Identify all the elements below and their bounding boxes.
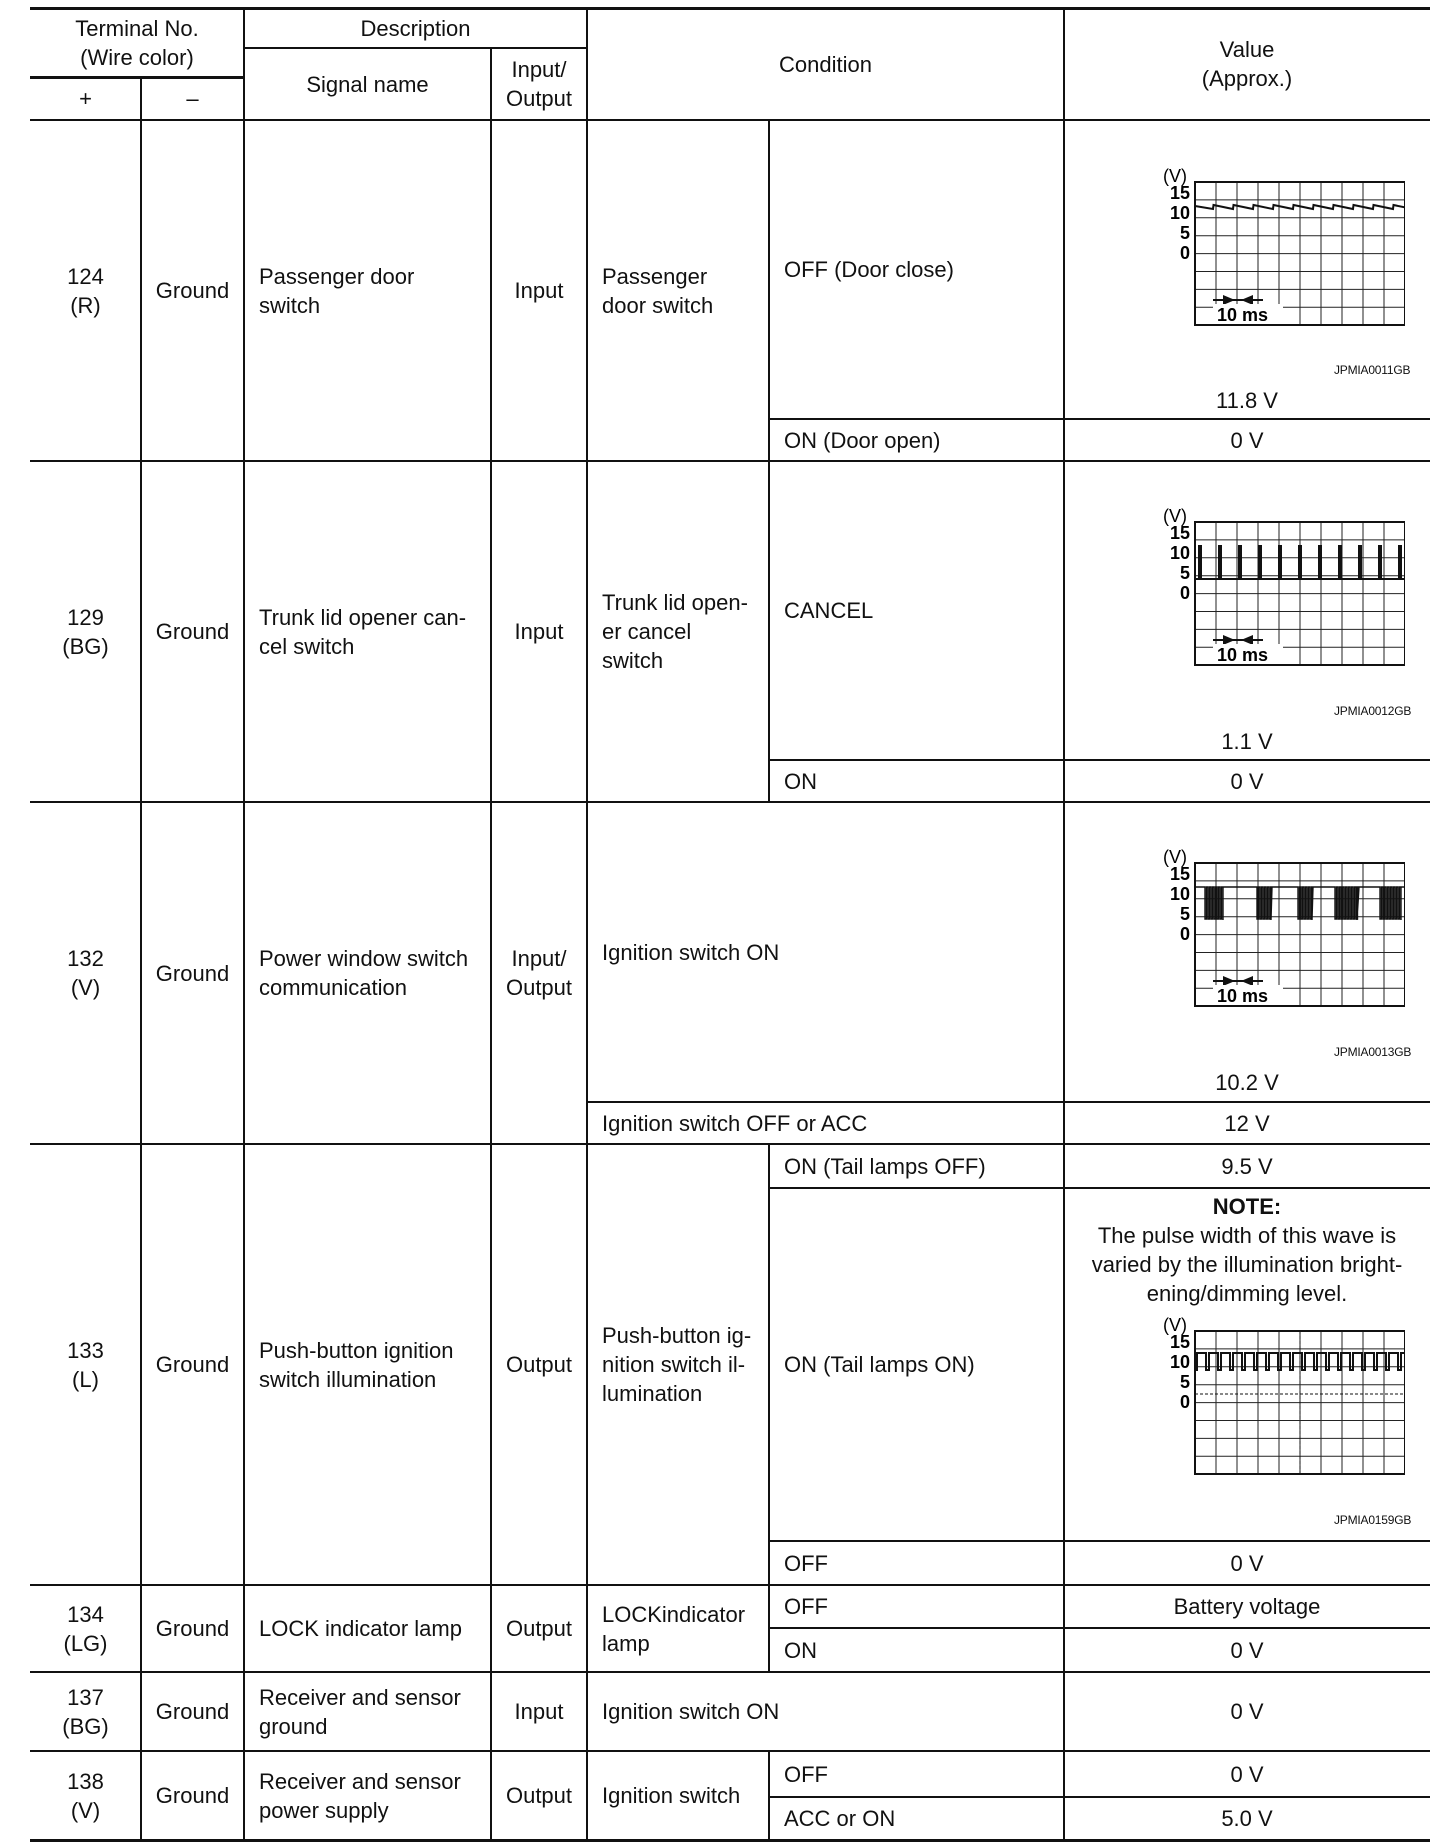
value-cell-text: 10.2 V	[1215, 1070, 1279, 1095]
time-marker-arrow	[1241, 976, 1253, 986]
value-cell	[1064, 1797, 1430, 1840]
time-marker-arrow	[1223, 295, 1235, 305]
value-cell	[1064, 1628, 1430, 1672]
terminal-number-text: (V)	[70, 1797, 101, 1823]
scope-tick-label: 10	[1169, 203, 1190, 223]
signal-name-text: Trunk lid opener can-	[259, 604, 467, 630]
condition-main	[587, 1672, 1064, 1751]
condition-sub-text: CANCEL	[784, 598, 874, 623]
scope-unit-label: (V)	[1163, 1315, 1187, 1335]
value-cell-text: 11.8 V	[1216, 387, 1278, 413]
oscilloscope-waveform	[1135, 1315, 1405, 1475]
terminal-number	[30, 461, 141, 802]
ground-terminal	[141, 1751, 244, 1840]
terminal-number-text: (BG)	[62, 633, 109, 659]
value-header-text: (Approx.)	[1201, 66, 1293, 91]
time-marker-arrow	[1241, 635, 1253, 645]
terminal-number-text: 138	[67, 1768, 104, 1794]
signal-name-text: Receiver and sensor	[259, 1768, 461, 1794]
condition-sub	[587, 802, 1064, 1102]
condition-sub	[769, 1188, 1064, 1541]
terminal-header-text: (Wire color)	[80, 44, 194, 70]
scope-tick-label: 0	[1179, 583, 1190, 603]
terminal-number-text: (R)	[70, 292, 101, 318]
scope-tick-label: 10	[1169, 884, 1190, 904]
condition-sub-text: ACC or ON	[784, 1806, 896, 1831]
value-cell-text: 0 V	[1230, 1637, 1264, 1663]
ground-terminal	[141, 461, 244, 802]
plus-header	[30, 77, 141, 120]
scope-grid	[1195, 863, 1405, 1006]
io-type	[491, 802, 587, 1144]
value-cell	[1064, 722, 1430, 760]
minus-header	[141, 77, 244, 120]
condition-main-text: door switch	[602, 292, 714, 318]
value-cell-text: 5.0 V	[1221, 1806, 1273, 1831]
terminal-number-text: (L)	[72, 1366, 99, 1392]
condition-sub-text: OFF	[784, 1594, 828, 1619]
note-block	[1064, 1190, 1430, 1318]
io-type	[491, 1144, 587, 1585]
terminal-number-text: 132	[67, 946, 104, 971]
scope-unit-label: (V)	[1163, 506, 1187, 526]
condition-main-text: switch	[602, 648, 664, 673]
condition-main-text: Passenger	[602, 263, 708, 289]
condition-sub	[769, 1585, 1064, 1628]
value-cell	[1064, 1672, 1430, 1751]
value-cell-text: 0 V	[1230, 768, 1264, 794]
condition-main-text: LOCKindicator	[602, 1601, 746, 1627]
signal-name-text: Power window switch	[259, 946, 469, 971]
terminal-number	[30, 1585, 141, 1672]
signal-name	[244, 120, 491, 461]
value-cell-text: 1.1 V	[1221, 728, 1273, 754]
condition-sub	[769, 1541, 1064, 1585]
note-block-text: NOTE:	[1212, 1194, 1282, 1219]
terminal-number	[30, 120, 141, 461]
scope-signal-trace	[1195, 887, 1405, 920]
condition-main-text: lumination	[602, 1381, 703, 1406]
condition-header	[587, 8, 1064, 120]
io-header-text: Input/	[511, 57, 567, 82]
condition-sub	[769, 461, 1064, 760]
time-marker-arrow	[1223, 976, 1235, 986]
note-block-text: The pulse width of this wave is	[1097, 1223, 1397, 1248]
condition-sub-text: Ignition switch ON	[602, 939, 780, 965]
scope-tick-label: 15	[1169, 183, 1190, 203]
terminal-table	[30, 8, 1430, 1831]
time-scale-label: 10 ms	[1217, 986, 1269, 1006]
io-header-text: Output	[505, 86, 573, 111]
note-block-text: ening/dimming level.	[1146, 1281, 1348, 1306]
io-type-text: Input/	[511, 946, 567, 971]
terminal-number-text: 133	[67, 1337, 104, 1363]
condition-main	[587, 120, 769, 461]
terminal-header	[30, 8, 244, 77]
io-type	[491, 120, 587, 461]
io-type-text: Input	[514, 1699, 564, 1724]
signal-name-text: switch illumination	[259, 1366, 437, 1392]
terminal-number	[30, 1672, 141, 1751]
signal-name-text: LOCK indicator lamp	[259, 1616, 462, 1641]
ground-terminal	[141, 1144, 244, 1585]
condition-main-text: Trunk lid open-	[602, 590, 748, 615]
terminal-number-text: 134	[67, 1601, 104, 1627]
value-cell-text: 0 V	[1230, 427, 1264, 453]
scope-tick-label: 10	[1169, 1352, 1190, 1372]
terminal-number	[30, 1751, 141, 1840]
condition-main-text: lamp	[602, 1630, 650, 1656]
terminal-number-text: (V)	[70, 975, 101, 1000]
condition-main-text: Ignition switch ON	[602, 1699, 780, 1724]
oscilloscope-waveform	[1135, 506, 1405, 666]
time-marker-arrow	[1223, 635, 1235, 645]
value-cell	[1064, 1063, 1430, 1102]
condition-main-text: Push-button ig-	[602, 1323, 752, 1348]
ground-terminal	[141, 120, 244, 461]
value-cell	[1064, 1102, 1430, 1144]
terminal-header-text: Terminal No.	[75, 15, 199, 41]
scope-tick-label: 0	[1179, 243, 1190, 263]
time-marker-arrow	[1241, 295, 1253, 305]
condition-main	[587, 1585, 769, 1672]
io-type	[491, 1751, 587, 1840]
condition-sub-text: ON	[784, 1637, 817, 1663]
value-cell-text: 9.5 V	[1221, 1153, 1273, 1179]
scope-tick-label: 5	[1179, 1372, 1190, 1392]
value-cell	[1064, 381, 1430, 419]
terminal-number-text: 137	[67, 1684, 104, 1710]
condition-sub	[587, 1102, 1064, 1144]
condition-sub	[769, 1144, 1064, 1188]
io-type-text: Output	[505, 1352, 573, 1377]
ground-terminal-text: Ground	[155, 1699, 230, 1724]
condition-sub-text: ON (Tail lamps OFF)	[784, 1153, 986, 1179]
condition-sub	[769, 760, 1064, 802]
scope-tick-label: 5	[1179, 223, 1190, 243]
figure-caption: JPMIA0013GB	[1334, 1045, 1412, 1059]
note-block-text: varied by the illumination bright-	[1091, 1252, 1403, 1277]
signal-name-header-text: Signal name	[306, 71, 429, 97]
terminal-number	[30, 1144, 141, 1585]
time-scale-label: 10 ms	[1217, 645, 1269, 665]
figure-caption: JPMIA0159GB	[1334, 1513, 1412, 1527]
terminal-number	[30, 802, 141, 1144]
value-cell-text: Battery voltage	[1173, 1594, 1321, 1619]
terminal-number-text: 124	[67, 263, 104, 289]
condition-sub	[769, 1628, 1064, 1672]
value-cell	[1064, 1144, 1430, 1188]
io-type-text: Output	[505, 975, 573, 1000]
scope-tick-label: 10	[1169, 543, 1190, 563]
io-type-text: Input	[514, 619, 564, 644]
io-type-text: Input	[514, 278, 564, 303]
value-cell	[1064, 419, 1430, 461]
condition-sub-text: Ignition switch OFF or ACC	[602, 1110, 868, 1136]
io-type	[491, 461, 587, 802]
condition-sub	[769, 120, 1064, 419]
ground-terminal-text: Ground	[155, 619, 230, 644]
time-scale-label: 10 ms	[1217, 305, 1269, 325]
condition-sub-text: ON (Door open)	[784, 427, 941, 453]
signal-name	[244, 1144, 491, 1585]
scope-grid	[1195, 182, 1405, 325]
scope-tick-label: 15	[1169, 523, 1190, 543]
ground-terminal-text: Ground	[155, 278, 230, 303]
condition-sub-text: OFF	[784, 1761, 828, 1787]
value-cell	[1064, 1585, 1430, 1628]
plus-header-text: +	[79, 86, 92, 111]
scope-grid	[1195, 522, 1405, 665]
condition-sub-text: ON	[784, 768, 817, 794]
terminal-number-text: (BG)	[62, 1713, 109, 1739]
scope-signal-trace	[1195, 546, 1405, 579]
scope-tick-label: 0	[1179, 1392, 1190, 1412]
ground-terminal-text: Ground	[155, 960, 230, 986]
signal-name-text: power supply	[259, 1797, 389, 1823]
condition-sub	[769, 419, 1064, 461]
value-cell-text: 0 V	[1230, 1550, 1264, 1576]
condition-sub	[769, 1797, 1064, 1840]
ground-terminal-text: Ground	[155, 1616, 230, 1641]
io-type	[491, 1672, 587, 1751]
value-cell	[1064, 1541, 1430, 1585]
io-type	[491, 1585, 587, 1672]
signal-name	[244, 1585, 491, 1672]
ground-terminal	[141, 802, 244, 1144]
value-cell-text: 0 V	[1230, 1761, 1264, 1787]
signal-name-text: Push-button ignition	[259, 1337, 454, 1363]
oscilloscope-waveform	[1135, 847, 1405, 1007]
value-header-text: Value	[1219, 37, 1275, 62]
condition-main-text: nition switch il-	[602, 1352, 746, 1377]
signal-name-text: Passenger door	[259, 263, 415, 289]
condition-header-text: Condition	[779, 51, 872, 77]
condition-main	[587, 1751, 769, 1840]
figure-caption: JPMIA0012GB	[1334, 704, 1412, 718]
value-header	[1064, 8, 1430, 120]
condition-sub-text: OFF (Door close)	[784, 257, 954, 282]
scope-unit-label: (V)	[1163, 847, 1187, 867]
figure-caption: JPMIA0011GB	[1334, 363, 1411, 377]
oscilloscope-waveform	[1135, 166, 1405, 326]
condition-main	[587, 1144, 769, 1585]
ground-terminal-text: Ground	[155, 1352, 230, 1377]
terminal-number-text: 129	[67, 604, 104, 630]
signal-name	[244, 461, 491, 802]
ground-terminal-text: Ground	[155, 1783, 230, 1808]
value-cell-text: 0 V	[1230, 1699, 1264, 1724]
terminal-number-text: (LG)	[63, 1630, 108, 1656]
minus-header-text: –	[186, 86, 199, 111]
signal-name	[244, 802, 491, 1144]
condition-main	[587, 461, 769, 802]
signal-name-text: cel switch	[259, 633, 355, 659]
scope-tick-label: 15	[1169, 864, 1190, 884]
condition-main-text: Ignition switch	[602, 1783, 741, 1808]
scope-tick-label: 15	[1169, 1332, 1190, 1352]
condition-main-text: er cancel	[602, 619, 692, 644]
io-type-text: Output	[505, 1783, 573, 1808]
signal-name	[244, 1751, 491, 1840]
scope-tick-label: 5	[1179, 904, 1190, 924]
signal-name-text: ground	[259, 1713, 328, 1739]
signal-name-text: Receiver and sensor	[259, 1684, 461, 1710]
condition-sub-text: OFF	[784, 1550, 828, 1576]
scope-unit-label: (V)	[1163, 166, 1187, 186]
signal-name-text: switch	[259, 292, 321, 318]
condition-sub	[769, 1751, 1064, 1797]
signal-name-text: communication	[259, 975, 407, 1000]
ground-terminal	[141, 1672, 244, 1751]
value-cell	[1064, 1751, 1430, 1797]
description-header-text: Description	[360, 15, 471, 41]
value-cell-text: 12 V	[1224, 1110, 1270, 1136]
scope-tick-label: 5	[1179, 563, 1190, 583]
signal-name-header	[244, 48, 491, 120]
io-type-text: Output	[505, 1616, 573, 1641]
ground-terminal	[141, 1585, 244, 1672]
signal-name	[244, 1672, 491, 1751]
condition-sub-text: ON (Tail lamps ON)	[784, 1352, 975, 1377]
value-cell	[1064, 760, 1430, 802]
io-header	[491, 48, 587, 120]
description-header	[244, 8, 587, 48]
scope-tick-label: 0	[1179, 924, 1190, 944]
